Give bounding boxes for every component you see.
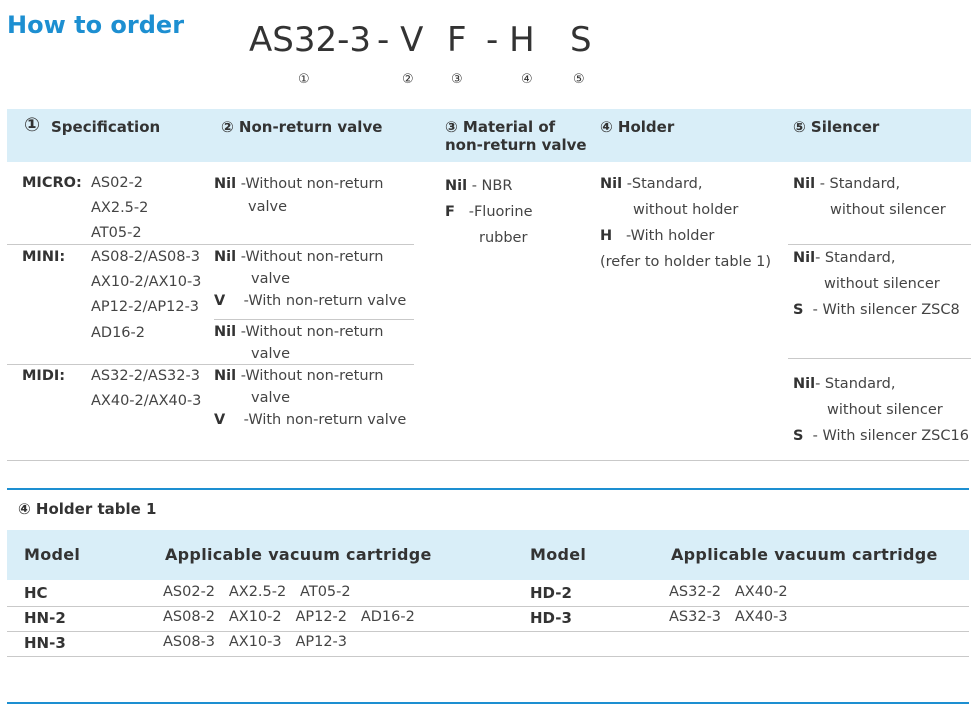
spec-micro-label: MICRO: [22,175,82,191]
holder-model: HN-2 [24,609,66,627]
nrv-mini-b: Nil -Without non-return valve [214,324,384,362]
header-model-left: Model [24,545,81,564]
holder-cartridges: AS08-3 AX10-3 AP12-3 [163,634,348,650]
spec-item: AS32-2/AS32-3 [91,368,200,384]
spec-item: AX2.5-2 [91,200,149,216]
row-divider [788,358,971,359]
holder-model: HN-3 [24,634,66,652]
code-silencer: S [570,20,592,60]
spec-item: AD16-2 [91,325,145,341]
header-material-line2: non-return valve [445,136,587,154]
holder-model: HC [24,584,48,602]
silencer-midi: Nil- Standard, without silencer S - With silencer ZSC16 [793,376,969,444]
row-divider [214,319,414,320]
holder-cartridges: AS02-2 AX2.5-2 AT05-2 [163,584,351,600]
code-material: F [447,20,467,60]
holder-table-title: ④ Holder table 1 [18,500,157,518]
table-bottom-border [7,656,969,657]
spec-midi-items [91,364,201,414]
code-num-2: ② [402,72,414,87]
holder-model: HD-2 [530,584,572,602]
header-material-line1: ③ Material of [445,118,556,136]
holder-options: Nil -Standard, without holder H -With holder (refer to holder table 1) [600,176,771,270]
spec-mini-label: MINI: [22,249,66,265]
spec-item: AS02-2 [91,175,144,191]
header-specification: Specification [51,118,161,136]
code-num-4: ④ [521,72,533,87]
spec-mini-items [91,245,201,346]
row-divider [7,244,414,245]
code-holder: - H [486,20,535,60]
nrv-mini-a: Nil -Without non-return valve V -With non-return valve [214,249,407,309]
header-cartridge-right: Applicable vacuum cartridge [671,545,938,564]
code-num-5: ⑤ [573,72,585,87]
silencer-mini: Nil- Standard, without silencer S - With silencer ZSC8 [793,250,960,318]
nrv-midi: Nil -Without non-return valve V -With non-return valve [214,368,407,428]
material-options: Nil - NBR F -Fluorine rubber [445,178,533,246]
table-row-divider [7,606,969,607]
code-num-1: ① [298,72,310,87]
header-material [445,118,587,154]
header-non-return-valve: ② Non-return valve [221,118,383,136]
spec-item: AX10-2/AX10-3 [91,274,202,290]
header-silencer: ⑤ Silencer [793,118,880,136]
code-valve: - V [377,20,424,60]
holder-cartridges: AS32-2 AX40-2 [669,584,788,600]
holder-cartridges: AS32-3 AX40-3 [669,609,788,625]
nrv-micro: Nil -Without non-return valve [214,176,384,215]
spec-micro-items [91,171,148,246]
page-bottom-line [7,702,969,704]
spec-item: AX40-2/AX40-3 [91,393,202,409]
holder-model: HD-3 [530,609,572,627]
header-model-right: Model [530,545,587,564]
section-divider [7,488,969,490]
spec-item: AT05-2 [91,225,142,241]
spec-number: ① [24,114,41,136]
code-num-3: ③ [451,72,463,87]
spec-item: AP12-2/AP12-3 [91,299,200,315]
header-holder: ④ Holder [600,118,675,136]
spec-midi-label: MIDI: [22,368,66,384]
silencer-micro: Nil - Standard, without silencer [793,176,946,218]
holder-cartridges: AS08-2 AX10-2 AP12-2 AD16-2 [163,609,415,625]
table-bottom-border [7,460,969,461]
spec-item: AS08-2/AS08-3 [91,249,200,265]
header-cartridge-left: Applicable vacuum cartridge [165,545,432,564]
code-model: AS32-3 [249,20,372,60]
page-title: How to order [7,11,185,39]
table-row-divider [7,631,969,632]
